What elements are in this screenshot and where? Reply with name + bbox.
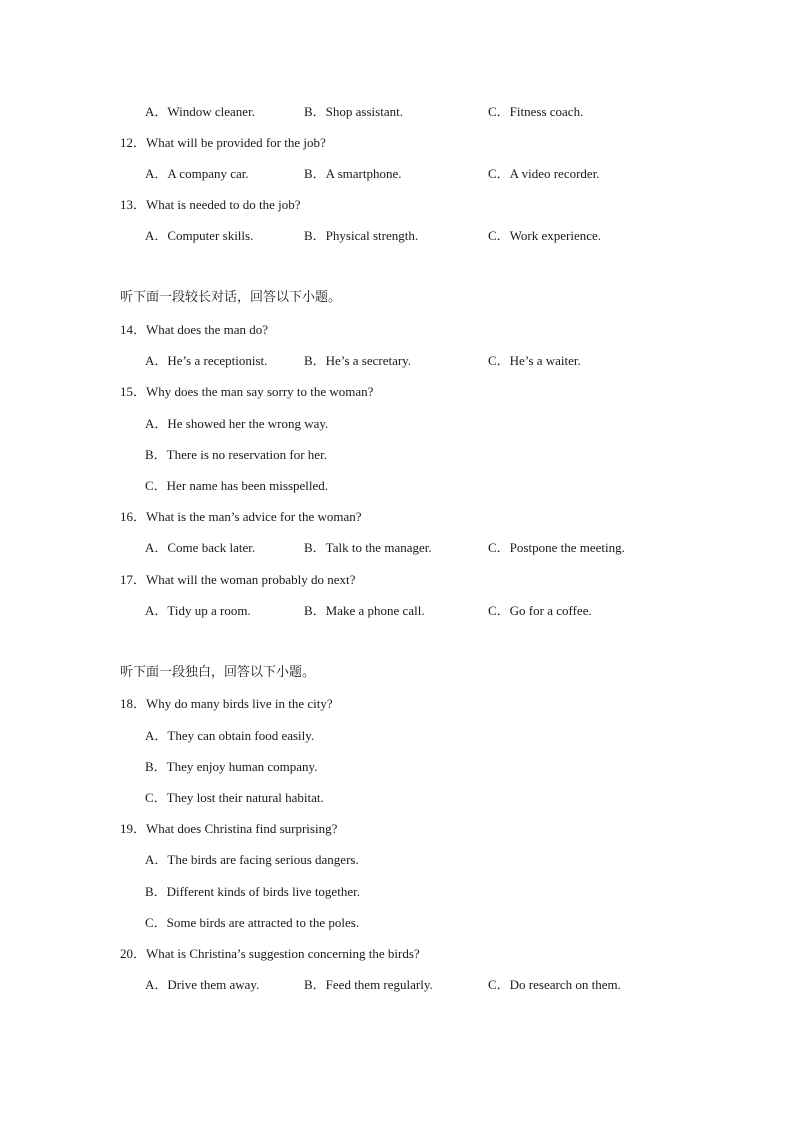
option-a: A．They can obtain food easily. (145, 728, 315, 743)
question-stem: 18．Why do many birds live in the city? (120, 696, 333, 711)
section-heading-monologue: 听下面一段独白，回答以下小题。 (120, 665, 316, 680)
option-c: C．Postpone the meeting. (488, 540, 625, 555)
question-stem: 14．What does the man do? (120, 322, 269, 337)
option-b: B．There is no reservation for her. (145, 447, 327, 462)
question-stem: 12．What will be provided for the job? (120, 135, 326, 150)
option-b: B．Different kinds of birds live together. (145, 884, 360, 899)
question-stem: 16．What is the man’s advice for the woman? (120, 509, 362, 524)
option-c: C．A video recorder. (488, 166, 600, 181)
option-b: B．Talk to the manager. (304, 540, 432, 555)
option-c: C．Some birds are attracted to the poles. (145, 915, 360, 930)
option-a: A．Drive them away. (145, 977, 260, 992)
option-a: A．Computer skills. (145, 228, 254, 243)
question-stem: 19．What does Christina find surprising? (120, 821, 338, 836)
option-b: B．Physical strength. (304, 228, 419, 243)
option-a: A．Tidy up a room. (145, 603, 251, 618)
option-c: C．Fitness coach. (488, 104, 584, 119)
option-a: A．Window cleaner. (145, 104, 255, 119)
option-b: B．A smartphone. (304, 166, 402, 181)
option-a: A．A company car. (145, 166, 249, 181)
option-b: B．He’s a secretary. (304, 353, 412, 368)
option-c: C．Work experience. (488, 228, 602, 243)
option-a: A．Come back later. (145, 540, 256, 555)
option-b: B．Make a phone call. (304, 603, 425, 618)
option-c: C．Go for a coffee. (488, 603, 592, 618)
option-b: B．Shop assistant. (304, 104, 403, 119)
question-stem: 15．Why does the man say sorry to the woman? (120, 384, 374, 399)
option-c: C．He’s a waiter. (488, 353, 581, 368)
question-stem: 17．What will the woman probably do next? (120, 572, 356, 587)
option-a: A．He showed her the wrong way. (145, 416, 329, 431)
option-b: B．They enjoy human company. (145, 759, 318, 774)
option-c: C．They lost their natural habitat. (145, 790, 324, 805)
question-stem: 13．What is needed to do the job? (120, 197, 301, 212)
option-a: A．The birds are facing serious dangers. (145, 852, 359, 867)
option-b: B．Feed them regularly. (304, 977, 433, 992)
question-stem: 20．What is Christina’s suggestion concerning the birds? (120, 946, 420, 961)
option-c: C．Do research on them. (488, 977, 621, 992)
section-heading-dialogue: 听下面一段较长对话，回答以下小题。 (120, 290, 342, 305)
option-c: C．Her name has been misspelled. (145, 478, 329, 493)
option-a: A．He’s a receptionist. (145, 353, 268, 368)
